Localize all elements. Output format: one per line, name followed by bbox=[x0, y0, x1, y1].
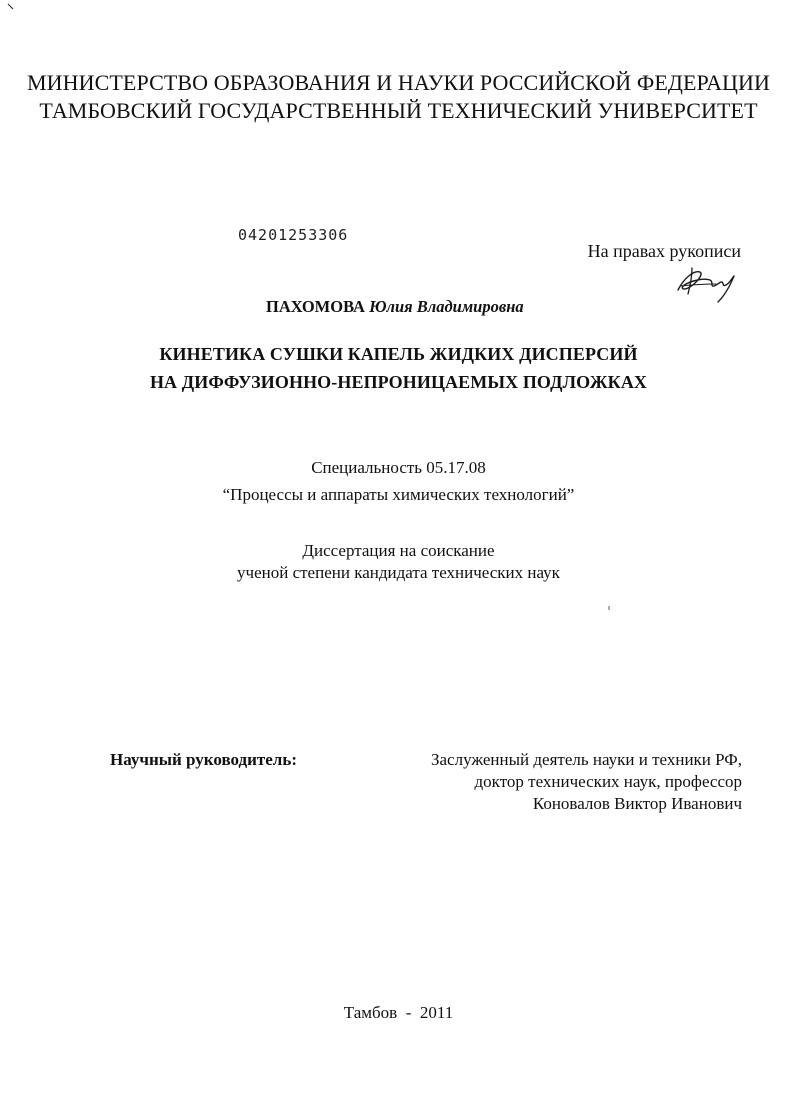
dissertation-title-line-1: КИНЕТИКА СУШКИ КАПЕЛЬ ЖИДКИХ ДИСПЕРСИЙ bbox=[159, 344, 638, 364]
archive-number: 04201253306 bbox=[238, 226, 349, 244]
author-given-names: Юлия Владимировна bbox=[369, 297, 524, 316]
supervisor-label: Научный руководитель: bbox=[110, 750, 297, 769]
author-surname: ПАХОМОВА bbox=[266, 297, 365, 316]
degree-line-2: ученой степени кандидата технических наук bbox=[237, 563, 560, 582]
supervisor-name: Коновалов Виктор Иванович bbox=[532, 794, 742, 813]
degree-line-1: Диссертация на соискание bbox=[302, 541, 495, 560]
handwritten-signature bbox=[670, 254, 744, 306]
ministry-heading: МИНИСТЕРСТВО ОБРАЗОВАНИЯ И НАУКИ РОССИЙСКОЙ ФЕДЕРАЦИИ bbox=[26, 70, 771, 95]
scan-speck-mark bbox=[7, 3, 15, 11]
scan-speck-mid bbox=[607, 605, 611, 611]
dissertation-title-line-2: НА ДИФФУЗИОННО-НЕПРОНИЦАЕМЫХ ПОДЛОЖКАХ bbox=[149, 372, 648, 392]
supervisor-title-line-2: доктор технических наук, профессор bbox=[474, 772, 742, 791]
supervisor-title-line-1: Заслуженный деятель науки и техники РФ, bbox=[430, 750, 742, 769]
manuscript-rights-note: На правах рукописи bbox=[587, 241, 741, 261]
city-year: Тамбов - 2011 bbox=[343, 1003, 454, 1022]
university-heading: ТАМБОВСКИЙ ГОСУДАРСТВЕННЫЙ ТЕХНИЧЕСКИЙ УНИВЕРСИТЕТ bbox=[39, 98, 758, 123]
author-name bbox=[266, 297, 524, 317]
specialty-code: Специальность 05.17.08 bbox=[311, 458, 486, 477]
specialty-name: “Процессы и аппараты химических технологий” bbox=[222, 485, 575, 504]
